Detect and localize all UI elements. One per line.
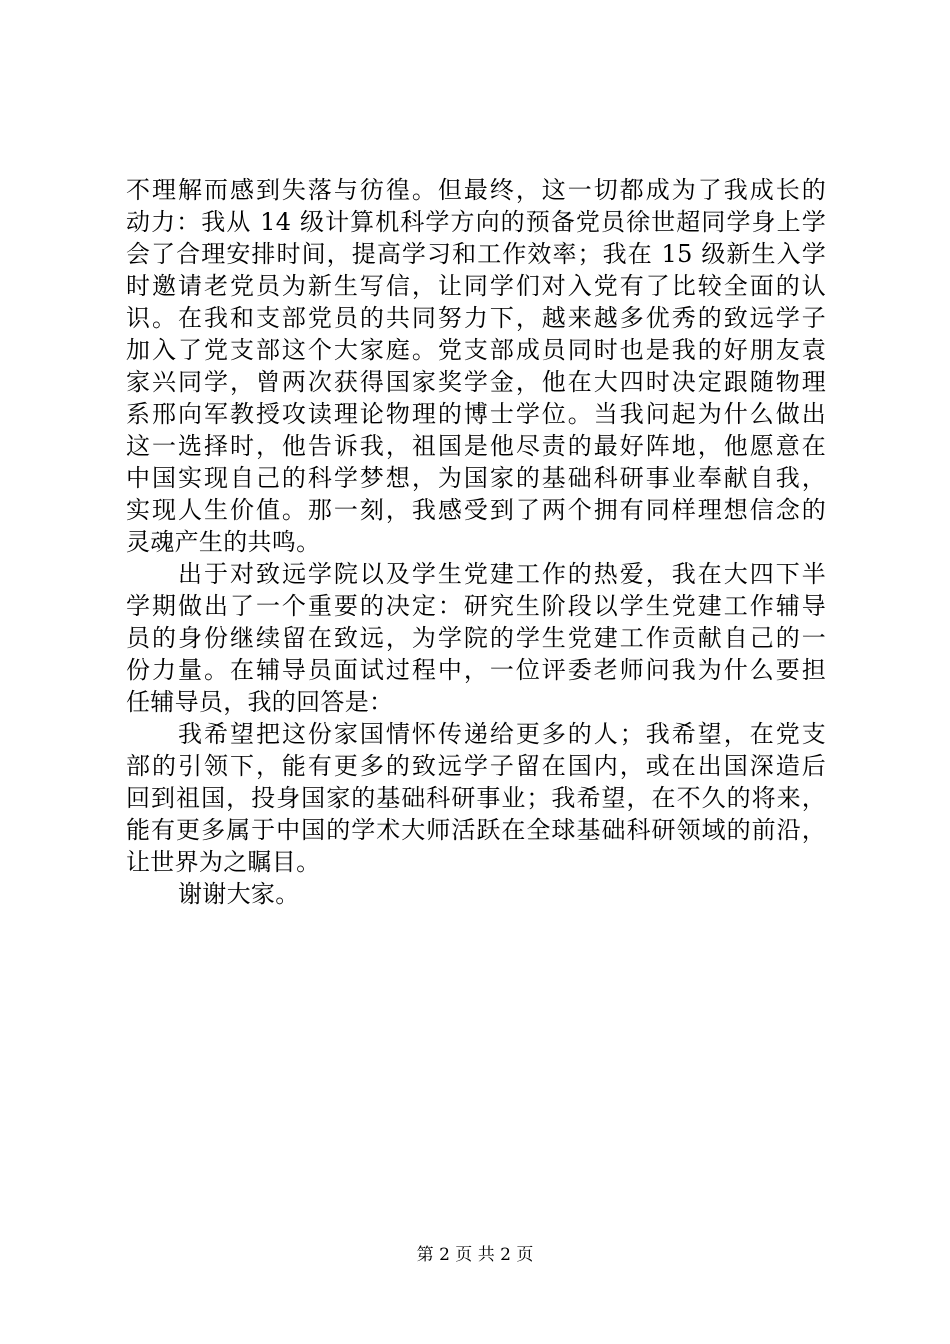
- text-line: 任辅导员，我的回答是：: [126, 688, 394, 716]
- text-line: 不理解而感到失落与彷徨。但最终，这一切都成为了我成长的: [126, 176, 826, 204]
- page-number-footer: 第 2 页 共 2 页: [416, 1245, 534, 1265]
- text-line: 谢谢大家。: [178, 880, 300, 908]
- text-line: 学期做出了一个重要的决定：研究生阶段以学生党建工作辅导: [126, 592, 826, 620]
- text-line: 员的身份继续留在致远，为学院的学生党建工作贡献自己的一: [126, 624, 826, 652]
- document-body: [126, 174, 826, 910]
- text-line: 家兴同学，曾两次获得国家奖学金，他在大四时决定跟随物理: [126, 368, 826, 396]
- paragraph-1: [126, 174, 826, 558]
- text-line: 时邀请老党员为新生写信，让同学们对入党有了比较全面的认: [126, 272, 826, 300]
- text-line: 出于对致远学院以及学生党建工作的热爱，我在大四下半: [178, 560, 826, 588]
- text-line: 部的引领下，能有更多的致远学子留在国内，或在出国深造后: [126, 752, 826, 780]
- text-line: 这一选择时，他告诉我，祖国是他尽责的最好阵地，他愿意在: [126, 432, 826, 460]
- text-line: 系邢向军教授攻读理论物理的博士学位。当我问起为什么做出: [126, 400, 826, 428]
- text-line: 加入了党支部这个大家庭。党支部成员同时也是我的好朋友袁: [126, 336, 826, 364]
- paragraph-3: [126, 718, 826, 878]
- text-line: 回到祖国，投身国家的基础科研事业；我希望，在不久的将来，: [126, 784, 826, 812]
- text-line: 让世界为之瞩目。: [126, 848, 321, 876]
- text-line: 中国实现自己的科学梦想，为国家的基础科研事业奉献自我，: [126, 464, 826, 492]
- text-line: 识。在我和支部党员的共同努力下，越来越多优秀的致远学子: [126, 304, 826, 332]
- text-line: 动力：我从 14 级计算机科学方向的预备党员徐世超同学身上学: [126, 208, 826, 236]
- paragraph-4: [126, 878, 826, 910]
- text-line: 灵魂产生的共鸣。: [126, 528, 321, 556]
- text-line: 会了合理安排时间，提高学习和工作效率；我在 15 级新生入学: [126, 240, 826, 268]
- text-line: 实现人生价值。那一刻，我感受到了两个拥有同样理想信念的: [126, 496, 826, 524]
- text-line: 我希望把这份家国情怀传递给更多的人；我希望，在党支: [178, 720, 826, 748]
- paragraph-2: [126, 558, 826, 718]
- text-line: 份力量。在辅导员面试过程中，一位评委老师问我为什么要担: [126, 656, 826, 684]
- text-line: 能有更多属于中国的学术大师活跃在全球基础科研领域的前沿，: [126, 816, 826, 844]
